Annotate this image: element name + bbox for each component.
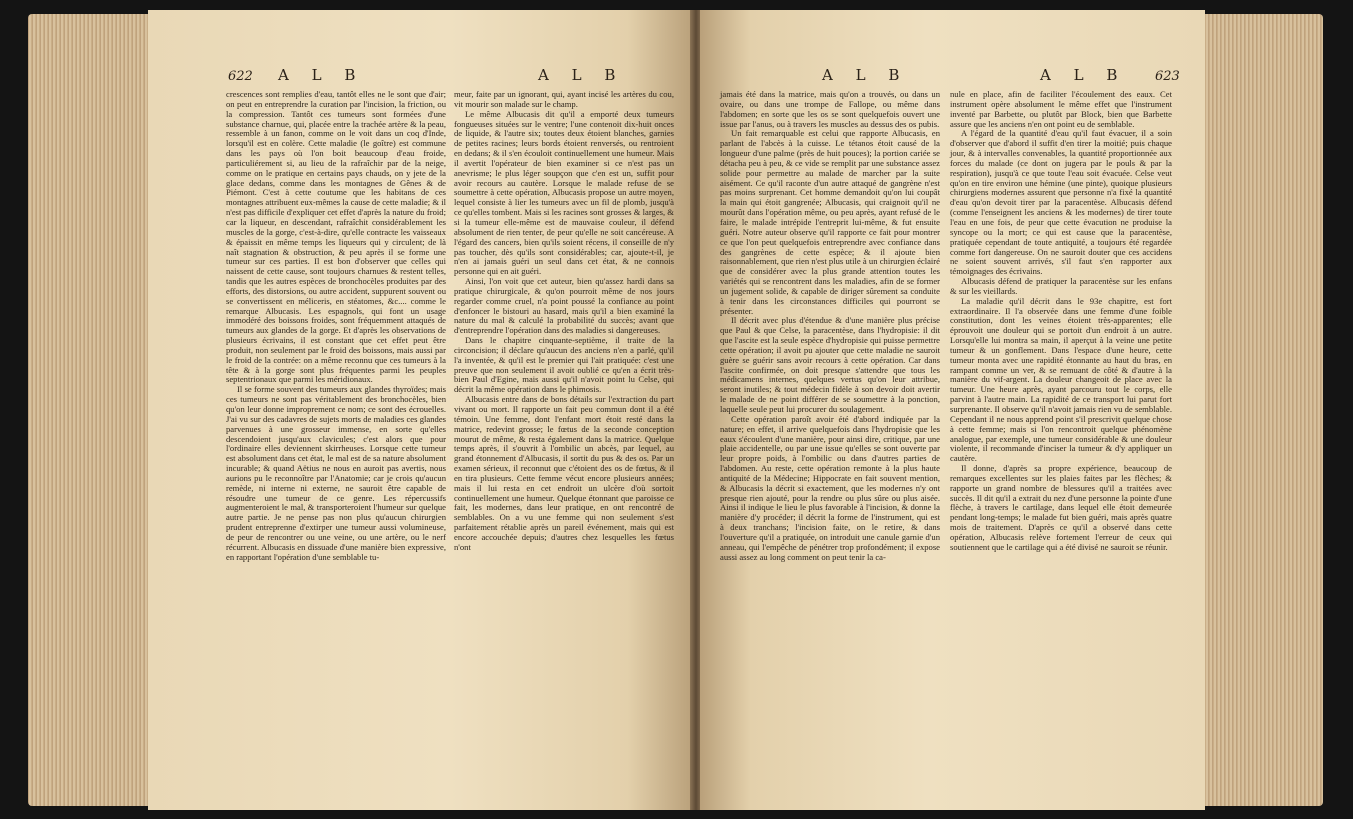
left-page-edges (28, 14, 148, 806)
left-page (148, 10, 693, 810)
paragraph: Il se forme souvent des tumeurs aux glandes thyroïdes; mais ces tumeurs ne sont pas véritablement des bronchocèles, bien qu'on leur donne improprement ce nom; ce sont des écrouelles. J'ai vu sur des cadavres de sujets morts de maladies ces glandes parvenues à une grosseur immense, en sorte qu'elles descendoient jusqu'aux clavicules; c'est alors que pour l'ordinaire elles deviennent skirrheuses. Lorsque cette tumeur est absolument dans cet état, le mal est de sa nature absolument incurable; & quand Aëtius ne nous en auroit pas avertis, nous aurions pu le reconnoître par l'Anatomie; car je crois qu'aucun remède, ni interne ni externe, ne sauroit être capable de résoudre une tumeur de ce genre. Les répercussifs augmenteroient le mal, & transporteroient l'humeur sur quelque autre partie. Je ne pense pas non plus qu'aucun chirurgien prudent entreprenne d'extirper une tumeur aussi volumineuse, de peur de rencontrer ou une veine, ou une artère, ou le nerf récurrent. Albucasis en dissuade d'une manière bien expressive, en rapportant l'opération d'une semblable tu- (226, 384, 446, 562)
left-page-column-2 (454, 90, 674, 553)
paragraph: Albucasis entre dans de bons détails sur l'extraction du part vivant ou mort. Il rapporte un fait peu commun dont il a été témoin. Une femme, dont l'enfant mort étoit resté dans la matrice, redevint grosse; le fœtus de la seconde conception mourut de même, & resta également dans la matrice. Quelque temps après, il s'ouvrit à l'ombilic un abcès, par lequel, au grand étonnement d'Albucasis, il sortit du pus & des os. Par un examen sérieux, il reconnut que c'étoient des os de fœtus, & il en tira plusieurs. Cette femme vécut encore plusieurs années; mais il lui resta en cet endroit un ulcère d'où sortoit continuellement une humeur. Quelque étonnant que paroisse ce fait, les modernes, dans leur pratique, en ont rencontré de semblables. On a vu une femme qui non seulement s'est parfaitement rétablie après un pareil événement, mais qui est encore accouchée depuis; d'autres chez lesquelles les fœtus n'ont (454, 394, 674, 552)
paragraph: Ainsi, l'on voit que cet auteur, bien qu'assez hardi dans sa pratique chirurgicale, & qu'on pourroit même de nos jours regarder comme cruel, n'a point poussé la confiance au point d'enfoncer le bistouri au hasard, mais qu'il a bien examiné la nature du mal & calculé la probabilité du succès; avant que d'entreprendre l'opération dans des maladies si dangereuses. (454, 276, 674, 336)
paragraph: Il donne, d'après sa propre expérience, beaucoup de remarques excellentes sur les plaies faites par les flèches; & rapporte un grand nombre de blessures qu'il a traitées avec succès. Il dit qu'il a extrait du nez d'une personne la pointe d'une flèche, à travers le cartilage, dans lequel elle étoit demeurée pendant long-temps; le malade fut bien guéri, mais après quatre mois de traitement. D'après ce qu'il a observé dans cette opération, Albucasis relève fortement l'erreur de ceux qui soutiennent que le cartilage qui a été divisé ne sauroit se réunir. (950, 463, 1172, 552)
left-page-column-1 (226, 90, 446, 563)
right-page-column-2 (950, 90, 1172, 553)
paragraph: nule en place, afin de faciliter l'écoulement des eaux. Cet instrument opère absolument le même effet que l'instrument inventé par Barbette, ou plutôt par Block, bien que Barbette assure que les anciens n'en ont point eu de semblable. (950, 89, 1172, 129)
left-page-number: 622 (228, 69, 253, 84)
paragraph: Dans le chapitre cinquante-septième, il traite de la circoncision; il déclare qu'aucun des anciens n'en a parlé, qu'il l'a inventée, & qu'il est le premier qui l'ait pratiquée: c'est une preuve que non seulement il avoit oublié ce qu'en a écrit très-bien Paul d'Egine, mais aussi qu'il n'avoit point lu Celse, qui décrit la même opération dans le phimosis. (454, 335, 674, 395)
left-running-head-2: A L B (538, 66, 625, 84)
paragraph: crescences sont remplies d'eau, tantôt elles ne le sont que d'air; on peut en entreprendre la curation par l'incision, la friction, ou la compression. Tantôt ces tumeurs sont formées d'une substance charnue, qui, placée entre la trachée artère & la peau, ressemble à un fanon, comme on le voit dans un coq d'Inde, lorsqu'il est en colère. Cette maladie (le goître) est commune dans les pays où l'on boit beaucoup d'eau froide, particuliérement si, au lieu de la rafraîchir par de la neige, comme on le pratique en certains pays chauds, on y jete de la glace dedans, comme dans les montagnes de Gênes & de Piémont. C'est à cette coutume que les habitans de ces montagnes attribuent eux-mêmes la cause de cette maladie; & il n'est pas difficile d'expliquer cet effet d'après la nature du froid; car la liqueur, en descendant, rafraîchit considérablement les muscles de la gorge, c'est-à-dire, qu'elle contracte les vaisseaux & épaissit en même temps les liqueurs qui y circulent; de là naît stagnation & obstruction, & peu après il se forme une tumeur sur ces parties. Il est bon d'observer que celles qui naissent de cette cause, sont toujours charnues & restent telles, tandis que les autres espèces de bronchocèles produites par des efforts, des distorsions, ou autre accident, suppurent souvent ou se convertissent en méliceris, en stéatomes, &c.... comme le remarque Albucasis. Les espagnols, qui font un usage immodéré des boissons froides, sont fréquemment attaqués de tumeurs aux glandes de la gorge. Et d'après les observations de plusieurs écrivains, il est constant que cet effet peut être produit, non seulement par le froid des boissons, mais aussi par le froid de la contrée: on a même reconnu que ces tumeurs à la tête & à la gorge sont plus fréquentes parmi les peuples septentrionaux que parmi les méridionaux. (226, 89, 446, 385)
right-running-head-1: A L B (822, 66, 909, 84)
right-page-column-1 (720, 90, 940, 563)
paragraph: meur, faite par un ignorant, qui, ayant incisé les artères du cou, vit mourir son malade sur le champ. (454, 89, 674, 109)
paragraph: La maladie qu'il décrit dans le 93e chapitre, est fort extraordinaire. Il l'a observée dans une femme d'une foible constitution, dont les veines étoient très-apparentes; elle éprouvoit une douleur qui se portoit d'un endroit à un autre. Lorsqu'elle lui montra sa main, il aperçut à la veine une petite tumeur & un gonflement. Dans l'espace d'une heure, cette tumeur monta avec une rapidité étonnante au haut du bras, en rampant comme un ver, & se remuant de côté & d'autre à la manière du vif-argent. La douleur changeoit de place avec la tumeur. Une heure après, ayant parcouru tout le corps, elle parvint à l'autre main. La rapidité de ce transport lui parut fort surprenante. Il observe qu'il n'avoit jamais rien vu de semblable. Cependant il ne nous apprend point s'il prescrivit quelque chose à cette femme; mais si l'on rencontroit quelque phénomène analogue, par exemple, une tumeur considérable & une douleur violente, il recommande d'inciser la tumeur & d'y appliquer un cautère. (950, 295, 1172, 464)
paragraph: Albucasis défend de pratiquer la paracentèse sur les enfans & sur les vieillards. (950, 276, 1172, 296)
paragraph: Le même Albucasis dit qu'il a emporté deux tumeurs fongueuses situées sur le ventre; l'une contenoit dix-huit onces de liquide, & l'autre six; toutes deux étoient blanches, garnies de petites racines; leurs bords étoient renversés, ou rentroient en dedans; & il s'en écouloit continuellement une humeur. Mais il avertit l'opérateur de bien examiner si ce n'est pas un anevrisme; le plus léger soupçon que c'en est un, suffit pour avoir recours au cautère. Lorsque le malade refuse de se soumettre à cette opération, Albucasis propose un autre moyen, lequel consiste à lier les tumeurs avec un fil de plomb, jusqu'à ce qu'elles tombent. Mais si les racines sont grosses & larges, & si la tumeur elle-même est de mauvaise couleur, il défend absolument de rien tenter, de peur qu'elle ne soit cancéreuse. A l'égard des cancers, bien qu'ils soient récens, il conseille de n'y pas toucher, dès qu'ils sont considérables; car, ajoute-t-il, je n'en ai jamais guéri un seul dans cet état, & ne connois personne qui en ait guéri. (454, 108, 674, 277)
right-page-number: 623 (1155, 69, 1180, 84)
paragraph: Cette opération paroît avoir été d'abord indiquée par la nature; en effet, il arrive quelquefois dans l'hydropisie que les eaux s'écoulent d'une manière, pour ainsi dire, critique, par une plaie accidentelle, ou par une issue qu'elles se sont ouverte par leur propre poids, à l'ombilic ou dans d'autres parties de l'abdomen. Au reste, cette opération remonte à la plus haute antiquité de la Médecine; Hippocrate en fait souvent mention, & Albucasis la décrit si exactement, que les modernes n'y ont presque rien ajouté, pour la rendre ou plus sûre ou plus aisée. Ainsi il indique le lieu le plus favorable à l'incision, & donne la manière d'y procéder; il décrit la forme de l'instrument, qui est à deux tranchans; l'incision faite, on le retire, & dans l'ouverture qu'il a pratiquée, on introduit une canule garnie d'un anneau, qui l'empêche de pénétrer trop profondément; il expose aussi assez au long comment on peut tenir la ca- (720, 413, 940, 562)
left-running-head-1: A L B (278, 66, 365, 84)
paragraph: jamais été dans la matrice, mais qu'on a trouvés, ou dans un ovaire, ou dans une trompe de Fallope, ou même dans l'abdomen; en sorte que les os se sont quelquefois ouvert une issue par l'anus, ou à travers les muscles au dessus des os pubis. (720, 89, 940, 129)
paragraph: Il décrit avec plus d'étendue & d'une manière plus précise que Paul & que Celse, la paracentèse, dans l'hydropisie: il dit que l'ascite est la seule espèce d'hydropisie qui puisse permettre cette opération; il avoit pu ajouter que cette maladie ne sauroit guère se guérir sans avoir recours à cette opération. Car dans l'ascite confirmée, on doit presque s'attendre que tous les médicamens internes, quelques vertus qu'on leur attribue, seront inutiles; & tout médecin fidèle à son devoir doit avertir le malade de ne point différer de se soumettre à la ponction, laquelle seule peut lui procurer du soulagement. (720, 315, 940, 414)
paragraph: Un fait remarquable est celui que rapporte Albucasis, en parlant de l'abcès à la cuisse. Le tétanos étoit causé de la longueur d'une palme (près de huit pouces); la portion cariée se détacha peu à peu, & ce vide se remplit par une substance assez solide pour permettre au malade de marcher par la suite aisément. Ce qu'il raconte d'un autre attaqué de gangrène n'est pas moins surprenant. Cet homme demandoit qu'on lui coupât la main qui étoit gangrenée; Albucasis, qui craignoit qu'il ne mourût dans l'opération même, ou peu après, ayant refusé de le faire, le malade intrépide l'entreprit lui-même, & fut ensuite guéri. Notre auteur observe qu'il rapporte ce fait pour montrer ce que l'on peut quelquefois entreprendre avec confiance dans des gangrènes de cette espèce; & il ajoute bien raisonnablement, que rien n'est plus utile à un chirurgien éclairé que de considérer avec la plus grande attention toutes les variétés qui se rencontrent dans les maladies, afin de se former un jugement solide, & capable de diriger sûrement sa conduite à tenir dans les circonstances difficiles qui pourront se présenter. (720, 128, 940, 316)
right-page-edges (1205, 14, 1323, 806)
paragraph: A l'égard de la quantité d'eau qu'il faut évacuer, il a soin d'observer que d'abord il suffit d'en tirer la moitié; puis chaque jour, & à intervalles convenables, la quantité proportionnée aux forces du malade (ce dont on jugera par le pouls & par la respiration), jusqu'à ce que toute l'eau soit évacuée. Celse veut qu'on en tire environ une hémine (une pinte), quoique plusieurs chirurgiens modernes assurent que personne n'a fixé la quantité d'eau qu'on devoit tirer par la paracentèse. Albucasis défend (comme l'enseignent les anciens & les modernes) de tirer toute l'eau en une fois, de peur que cette évacution ne produise la syncope ou la mort; ce qui est cause que la paracentèse, pratiquée cependant de toute antiquité, a toujours été regardée comme fort dangereuse. On ne sauroit douter que ces accidens ne soient souvent arrivés, s'il faut s'en rapporter aux témoignages des écrivains. (950, 128, 1172, 277)
right-running-head-2: A L B (1040, 66, 1127, 84)
right-page (700, 10, 1205, 810)
